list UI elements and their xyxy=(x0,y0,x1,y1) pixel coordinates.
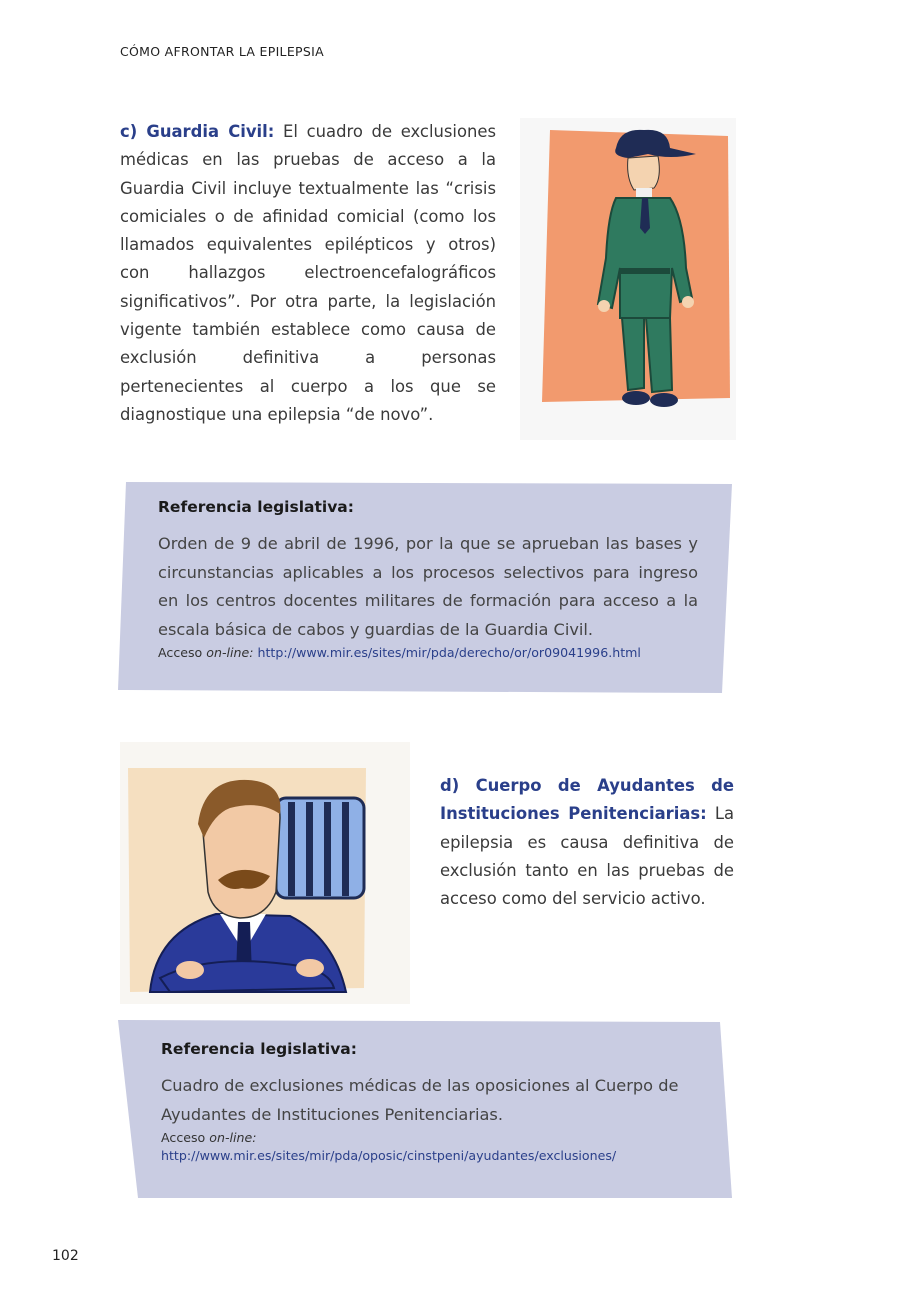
reference-2-link[interactable]: http://www.mir.es/sites/mir/pda/oposic/cinstpeni/ayudantes/exclusiones/ xyxy=(161,1148,617,1163)
reference-box-2 xyxy=(118,1018,734,1200)
reference-1-link[interactable]: http://www.mir.es/sites/mir/pda/derecho/or/or09041996.html xyxy=(257,645,641,660)
section-d-lead: d) Cuerpo de Ayudantes de Instituciones Penitenciarias: xyxy=(440,776,734,824)
section-d-paragraph xyxy=(440,772,734,913)
access-mode: on-line: xyxy=(209,1130,257,1145)
section-c-text: El cuadro de exclusiones médicas en las pruebas de acceso a la Guardia Civil incluye textualmente las “crisis comiciales o de afinidad comicial (como los llamados equivalentes epilépticos y otros) con hallazgos electroencefalográficos significativos”. Por otra parte, la legislación vigente también establece como causa de exclusión definitiva a personas pertenecientes al cuerpo a los que se diagnostique una epilepsia “de novo”. xyxy=(120,122,497,424)
access-mode: on-line: xyxy=(206,645,254,660)
reference-2-access xyxy=(161,1129,706,1147)
reference-2-link-row xyxy=(161,1147,706,1165)
page-number: 102 xyxy=(52,1248,79,1264)
access-label: Acceso xyxy=(158,645,203,660)
reference-2-title: Referencia legislativa: xyxy=(161,1040,357,1058)
reference-1-title: Referencia legislativa: xyxy=(158,498,354,516)
reference-2-body: Cuadro de exclusiones médicas de las oposiciones al Cuerpo de Ayudantes de Instituciones Penitenciarias. xyxy=(161,1076,679,1124)
section-c-lead: c) Guardia Civil: xyxy=(120,122,275,141)
section-c-paragraph xyxy=(120,118,496,429)
reference-1-body: Orden de 9 de abril de 1996, por la que se aprueban las bases y circunstancias aplicables a los procesos selectivos para ingreso en los centros docentes militares de formación para acceso a la escala básica de cabos y guardias de la Guardia Civil. xyxy=(158,534,698,639)
guardia-civil-illustration xyxy=(520,118,736,440)
reference-box-1 xyxy=(118,480,734,695)
section-d-text: La epilepsia es causa definitiva de exclusión tanto en las pruebas de acceso como del servicio activo. xyxy=(440,804,734,909)
prison-officer-illustration xyxy=(120,742,410,1004)
access-label: Acceso xyxy=(161,1130,206,1145)
running-header: CÓMO AFRONTAR LA EPILEPSIA xyxy=(120,44,324,59)
reference-1-access xyxy=(158,644,698,662)
